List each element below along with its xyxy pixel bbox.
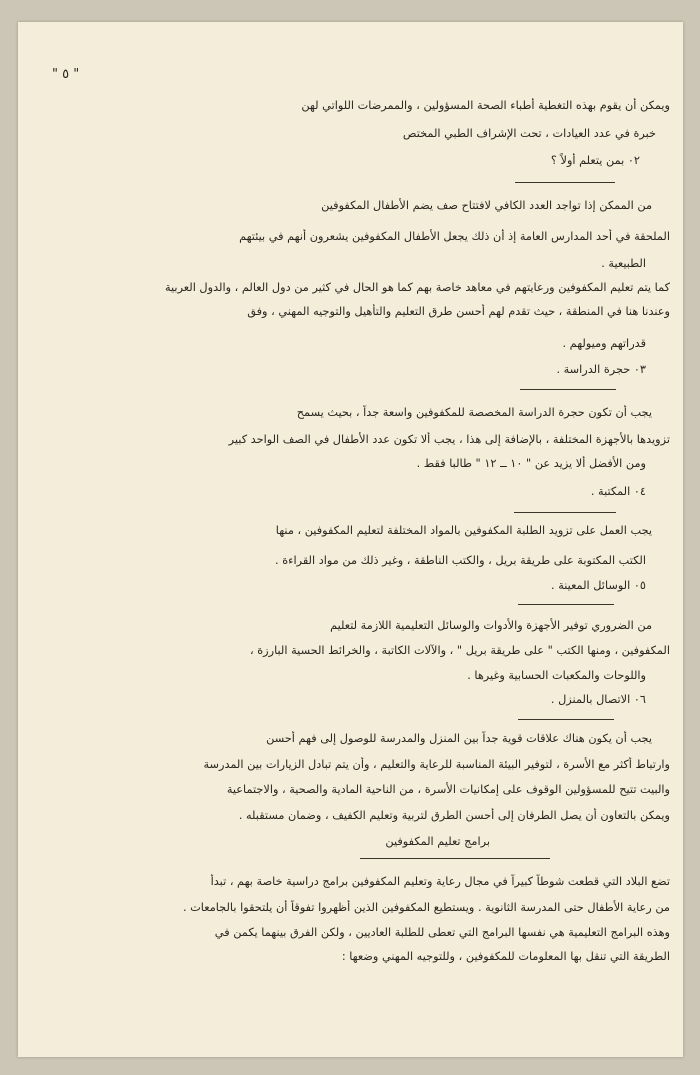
text-line: واللوحات والمكعبات الحسابية وغيرها . bbox=[467, 669, 646, 682]
text-line: يجب أن يكون هناك علاقات قوية جداً بين المنزل والمدرسة للوصول إلى فهم أحسن bbox=[266, 732, 652, 745]
text-line: تزويدها بالأجهزة المختلفة ، بالإضافة إلى هذا ، يجب ألا تكون عدد الأطفال في الصف الواحد كبير bbox=[228, 433, 670, 446]
section-heading: ٠٤ المكتبة . bbox=[590, 485, 646, 498]
section-heading: برامج تعليم المكفوفين bbox=[385, 835, 490, 848]
text-line: خبرة في عدد العيادات ، تحت الإشراف الطبي المختص bbox=[402, 127, 656, 140]
text-line: الطريقة التي تنقل بها المعلومات للمكفوفين ، وللتوجيه المهني وضعها : bbox=[341, 950, 670, 963]
text-line: الطبيعية . bbox=[601, 257, 646, 270]
text-line: كما يتم تعليم المكفوفين ورعايتهم في معاهد خاصة بهم كما هو الحال في كثير من دول العالم ، والدول العربية bbox=[164, 281, 670, 294]
section-divider bbox=[518, 604, 614, 605]
text-line: قدراتهم وميولهم . bbox=[562, 337, 646, 350]
text-line: ويمكن أن يقوم بهذه التغطية أطباء الصحة المسؤولين ، والممرضات اللواتي لهن bbox=[301, 99, 670, 112]
text-line: الملحقة في أحد المدارس العامة إذ أن ذلك يجعل الأطفال المكفوفين يشعرون أنهم في بيئتهم bbox=[239, 230, 670, 243]
section-heading: ٠٦ الاتصال بالمنزل . bbox=[550, 693, 646, 706]
text-line: وهذه البرامج التعليمية هي نفسها البرامج التي تعطى للطلبة العاديين ، ولكن الفرق بينهما يكمن في bbox=[214, 926, 670, 939]
text-line: يجب أن تكون حجرة الدراسة المخصصة للمكفوفين واسعة جداً ، بحيث يسمح bbox=[296, 406, 652, 419]
section-divider bbox=[514, 512, 616, 513]
text-line: من الضروري توفير الأجهزة والأدوات والوسائل التعليمية اللازمة لتعليم bbox=[330, 619, 652, 632]
section-divider bbox=[520, 389, 616, 390]
section-divider bbox=[360, 858, 550, 859]
text-line: ويمكن بالتعاون أن يصل الطرفان إلى أحسن الطرق لتربية وتعليم الكفيف ، وضمان مستقبله . bbox=[238, 809, 670, 822]
text-line: والبيت تتيح للمسؤولين الوقوف على إمكانيات الأسرة ، من الناحية المادية والصحية ، والاجتماعية bbox=[226, 783, 670, 796]
text-line: المكفوفين ، ومنها الكتب " على طريقة بريل " ، والآلات الكاتبة ، والخرائط الحسية البارزة ، bbox=[250, 644, 670, 657]
section-divider bbox=[515, 182, 615, 183]
section-heading: ٠٥ الوسائل المعينة . bbox=[551, 579, 646, 592]
text-line: تضع البلاد التي قطعت شوطاً كبيراً في مجال رعاية وتعليم المكفوفين برامج دراسية خاصة بهم ، تبدأ bbox=[210, 875, 670, 888]
section-heading: ٠٢ بمن يتعلم أولاً ؟ bbox=[550, 154, 640, 167]
section-divider bbox=[518, 719, 614, 720]
text-line: يجب العمل على تزويد الطلبة المكفوفين بالمواد المختلفة لتعليم المكفوفين ، منها bbox=[275, 524, 652, 537]
text-line: وارتباط أكثر مع الأسرة ، لتوفير البيئة المناسبة للرعاية والتعليم ، وأن يتم تبادل الزيارات بين المدرسة bbox=[203, 758, 670, 771]
page-number: " ٥ " bbox=[52, 67, 80, 82]
text-line: من رعاية الأطفال حتى المدرسة الثانوية . ويستطيع المكفوفين الذين أظهروا تفوقاً أن يلتحقوا بالجامعات . bbox=[182, 901, 670, 914]
text-line: وعندنا هنا في المنطقة ، حيث تقدم لهم أحسن طرق التعليم والتأهيل والتوجيه المهني ، وفق bbox=[247, 305, 670, 318]
section-heading: ٠٣ حجرة الدراسة . bbox=[556, 363, 646, 376]
text-line: ومن الأفضل ألا يزيد عن " ١٠ ــ ١٢ " طالبا فقط . bbox=[416, 457, 646, 470]
text-line: من الممكن إذا تواجد العدد الكافي لافتتاح صف يضم الأطفال المكفوفين bbox=[321, 199, 652, 212]
text-line: الكتب المكتوبة على طريقة بريل ، والكتب الناطقة ، وغير ذلك من مواد القراءة . bbox=[275, 554, 646, 567]
